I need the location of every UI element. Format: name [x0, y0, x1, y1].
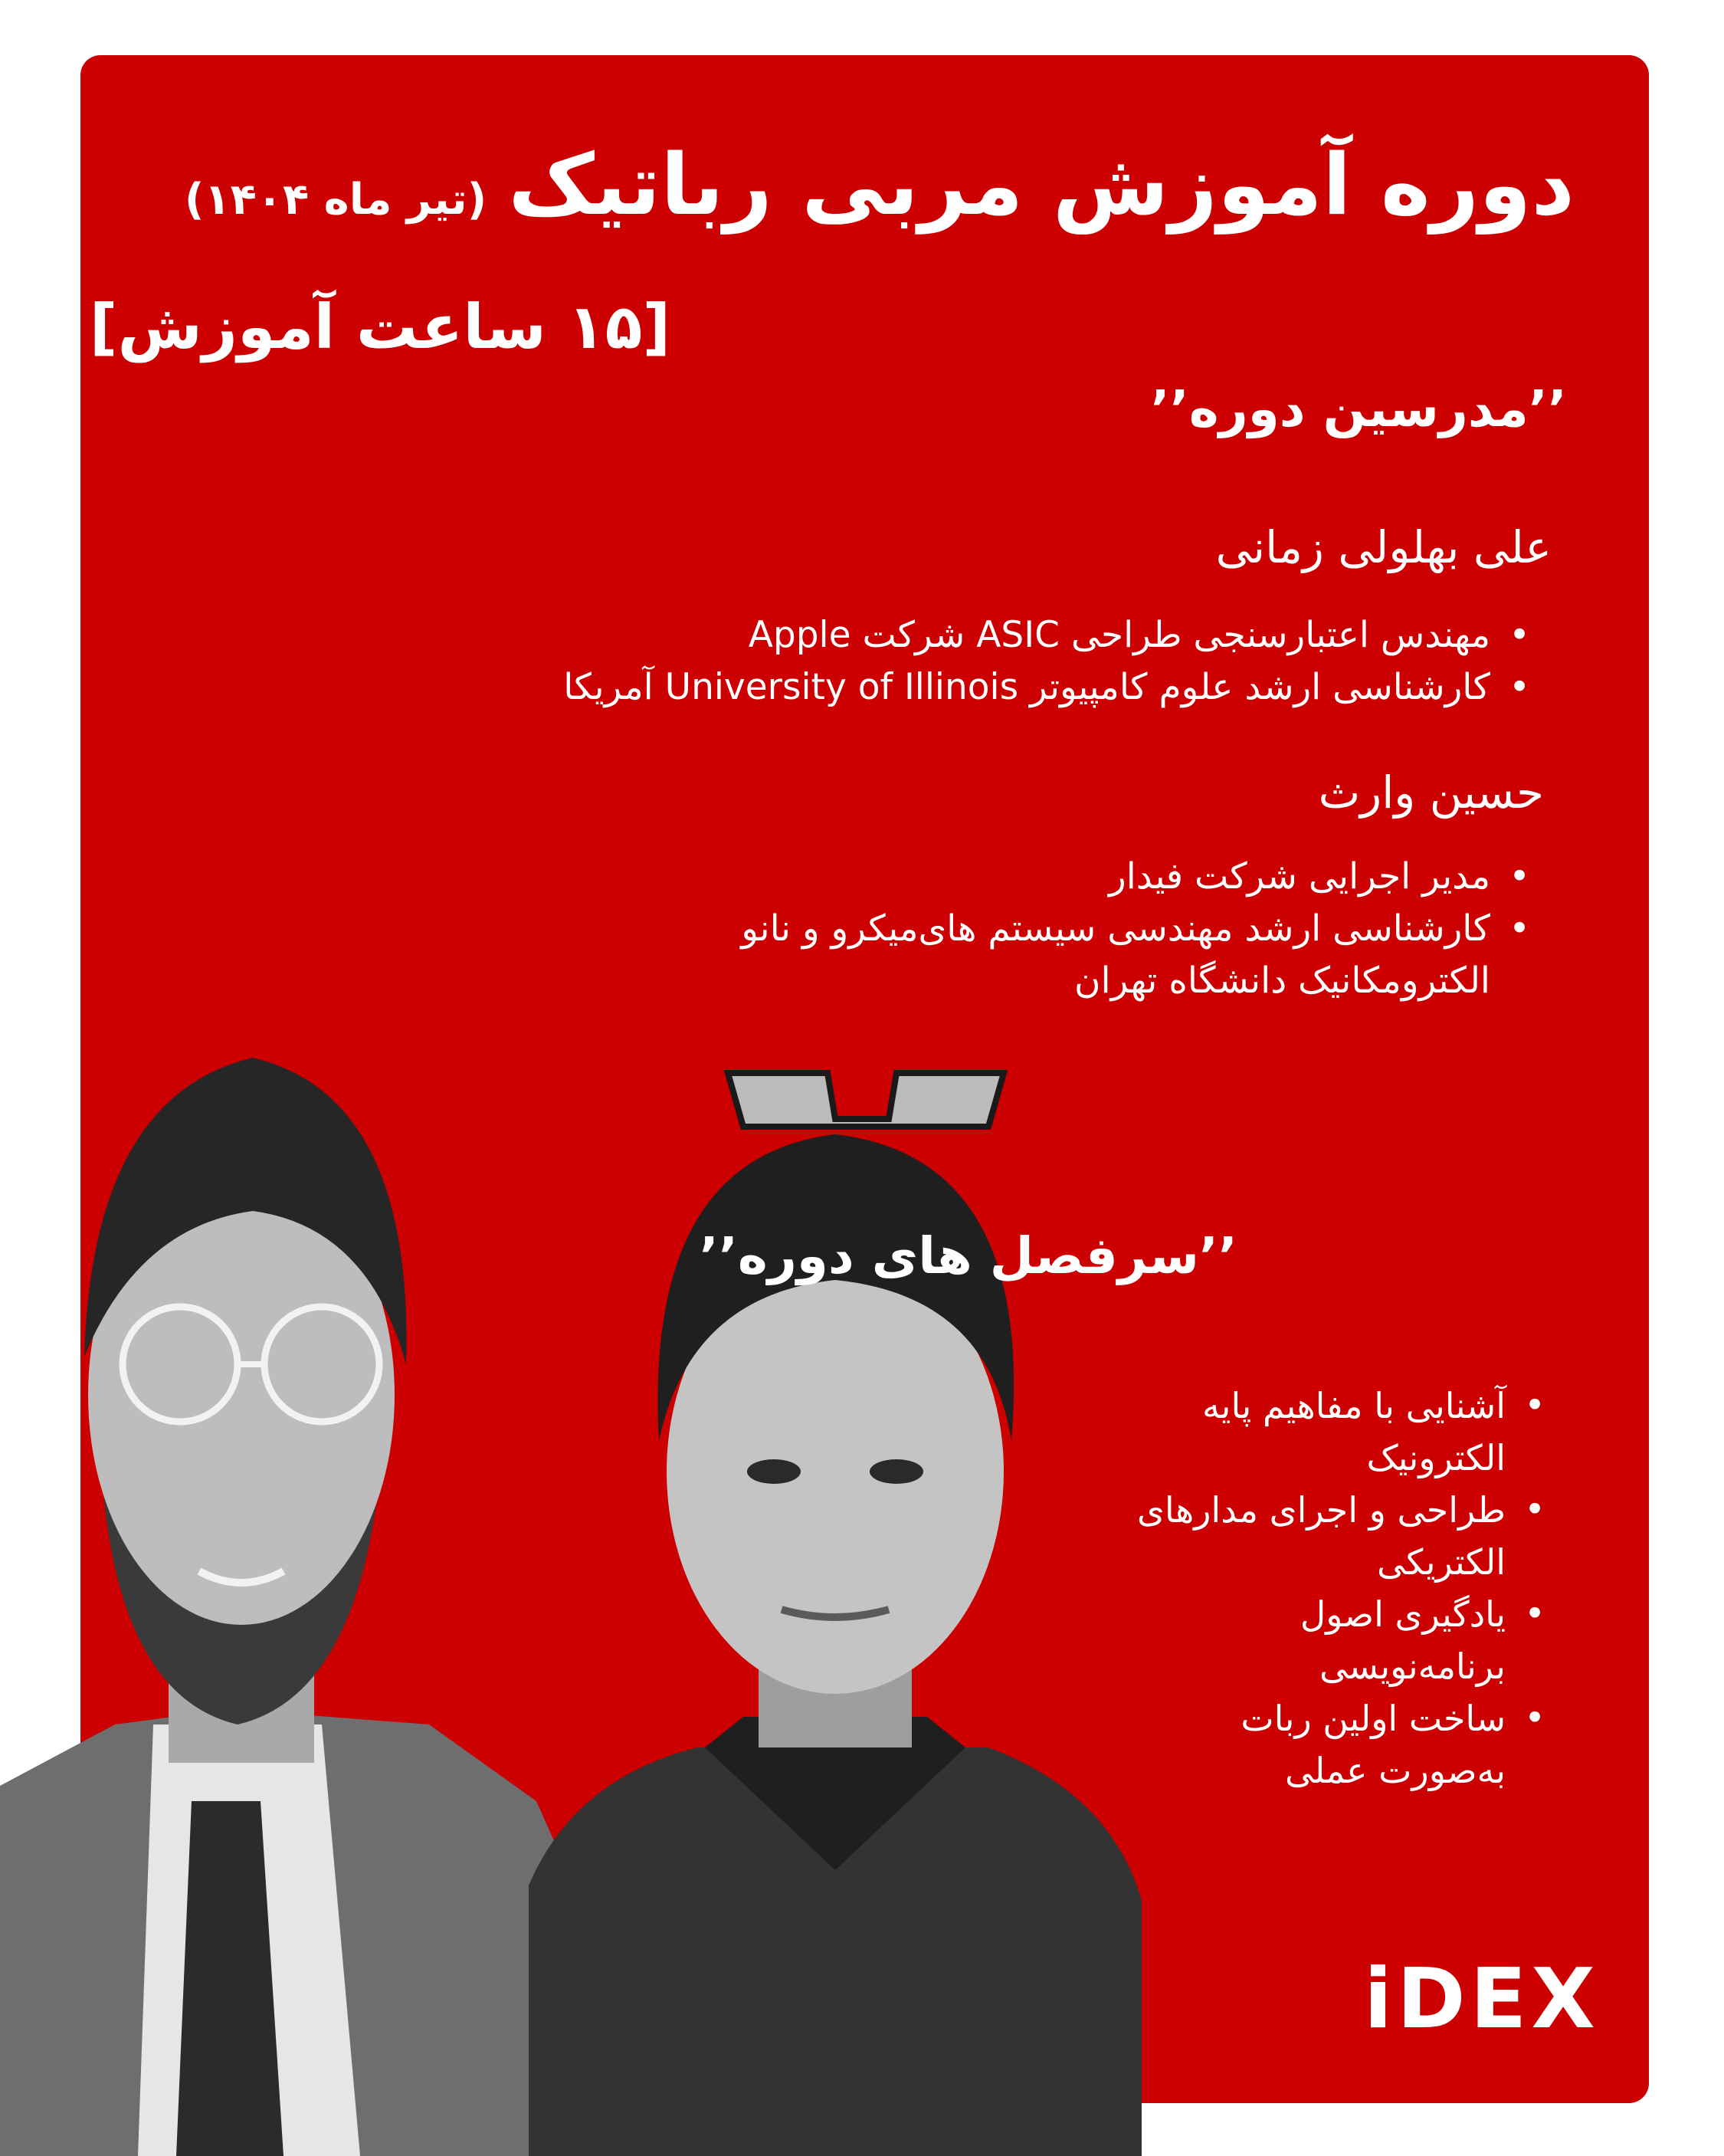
list-item: • یادگیری اصول برنامه‌نویسی — [1107, 1588, 1552, 1692]
sunglasses-shape — [728, 1073, 1004, 1127]
teacher-bullets — [741, 851, 1536, 1007]
instructor-photo-left — [0, 1035, 598, 2156]
eye-left — [747, 1459, 801, 1484]
list-item: • ساخت اولین ربات به‌صورت عملی — [1107, 1692, 1552, 1797]
instructor-photo-right — [529, 1042, 1142, 2156]
page-title: دوره آموزش مربی رباتیک — [508, 136, 1575, 234]
eye-right — [870, 1459, 923, 1484]
list-item: • آشنایی با مفاهیم پایه الکترونیک — [1107, 1380, 1552, 1484]
teacher-name: حسین وارث — [1318, 766, 1544, 819]
list-item: • طراحی و اجرای مدارهای الکتریکی — [1107, 1484, 1552, 1588]
idex-logo: iDEX — [1364, 1951, 1600, 2047]
topics-section-title: ’’سرفصل های دوره’’ — [699, 1226, 1237, 1285]
list-item: • مهندس اعتبارسنجی طراحی ASIC شرکت Apple — [563, 609, 1536, 661]
title-row — [185, 134, 1575, 235]
course-hours: [۱۵ ساعت آموزش] — [89, 291, 670, 363]
list-item: • کارشناسی ارشد مهندسی سیستم های‌میکرو و نانو — [741, 903, 1536, 955]
teacher-name: علی بهلولی زمانی — [1215, 521, 1552, 573]
list-item-continuation: الکترومکانیک دانشگاه تهران — [1074, 960, 1490, 1002]
topics-list — [1107, 1380, 1552, 1797]
teachers-section-title: ’’مدرسین دوره’’ — [1150, 379, 1567, 438]
teacher-bullets — [563, 609, 1536, 714]
list-item: • کارشناسی ارشد علوم کامپیوتر University of Illinois آمریکا — [563, 661, 1536, 714]
list-item: • مدیر اجرایی شرکت فیدار — [741, 851, 1536, 903]
page-subtitle: (تیر ماه ۱۴۰۴) — [184, 175, 487, 225]
